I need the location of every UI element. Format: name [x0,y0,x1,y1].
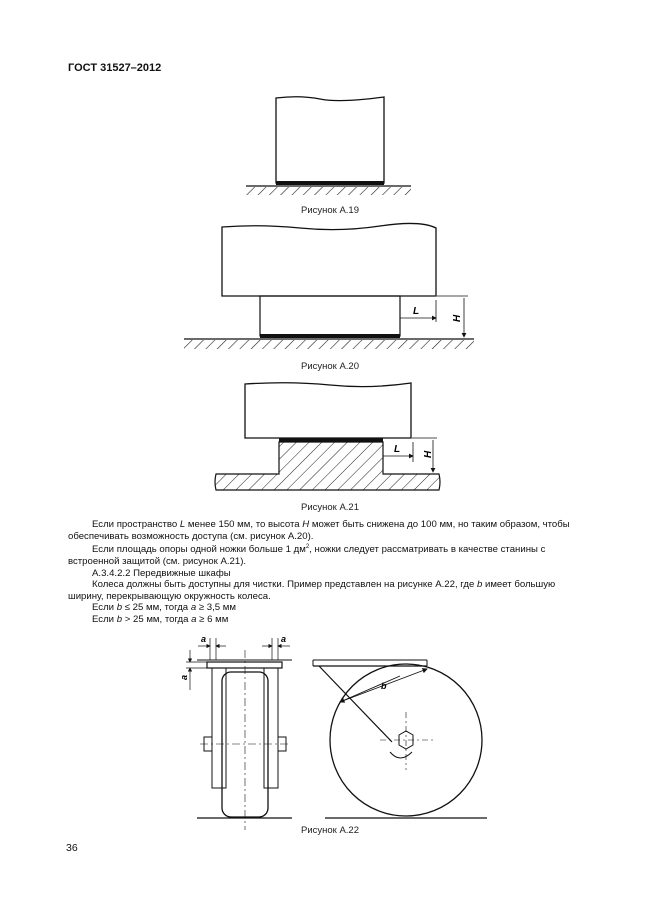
figure-a20-caption: Рисунок А.20 [300,361,359,372]
condition-b-small: Если b ≤ 25 мм, тогда a ≥ 3,5 мм [92,602,236,614]
page-number: 36 [66,842,78,854]
fig20-label-l: L [413,306,420,317]
figure-a22-wheel-front [186,638,292,830]
body-text [68,519,588,626]
fig22-label-a3: a [179,674,189,680]
figure-a19-caption: Рисунок А.19 [300,205,359,216]
figure-a19-drawing [246,97,411,195]
paragraph-space-height: Если пространство L менее 150 мм, то высота H может быть снижена до 100 мм, но таким образом, чтобы обеспечивать возможность доступа (см. рисунок А.20). [68,519,570,542]
fig21-label-l: L [394,444,401,455]
paragraph-foot-area: Если площадь опоры одной ножки больше 1 $дм^2$, ножки следует рассматривать в качестве станины с встроенной защитой (см. рисунок А.21). [68,544,546,567]
fig20-label-h: H [452,314,463,322]
section-heading-mobile-cabinets: А.3.4.2.2 Передвижные шкафы [92,567,231,579]
paragraph-wheels: Колеса должны быть доступны для чистки. Пример представлен на рисунке А.22, где b имеет большую ширину, перекрывающую окружность колеса. [68,579,556,602]
document-header: ГОСТ 31527–2012 [68,62,162,74]
fig22-label-b: b [381,681,387,691]
fig22-label-a2: a [281,634,287,644]
figure-a21-drawing [215,383,440,490]
figure-a21-caption: Рисунок А.21 [300,502,359,513]
condition-b-large: Если b > 25 мм, тогда a ≥ 6 мм [92,613,229,625]
fig22-label-a1: a [201,634,207,644]
figure-a22-caption: Рисунок А.22 [300,825,359,836]
figure-a20-drawing [184,223,474,349]
figure-a22-wheel-side [313,660,487,818]
fig21-label-h: H [423,450,434,458]
